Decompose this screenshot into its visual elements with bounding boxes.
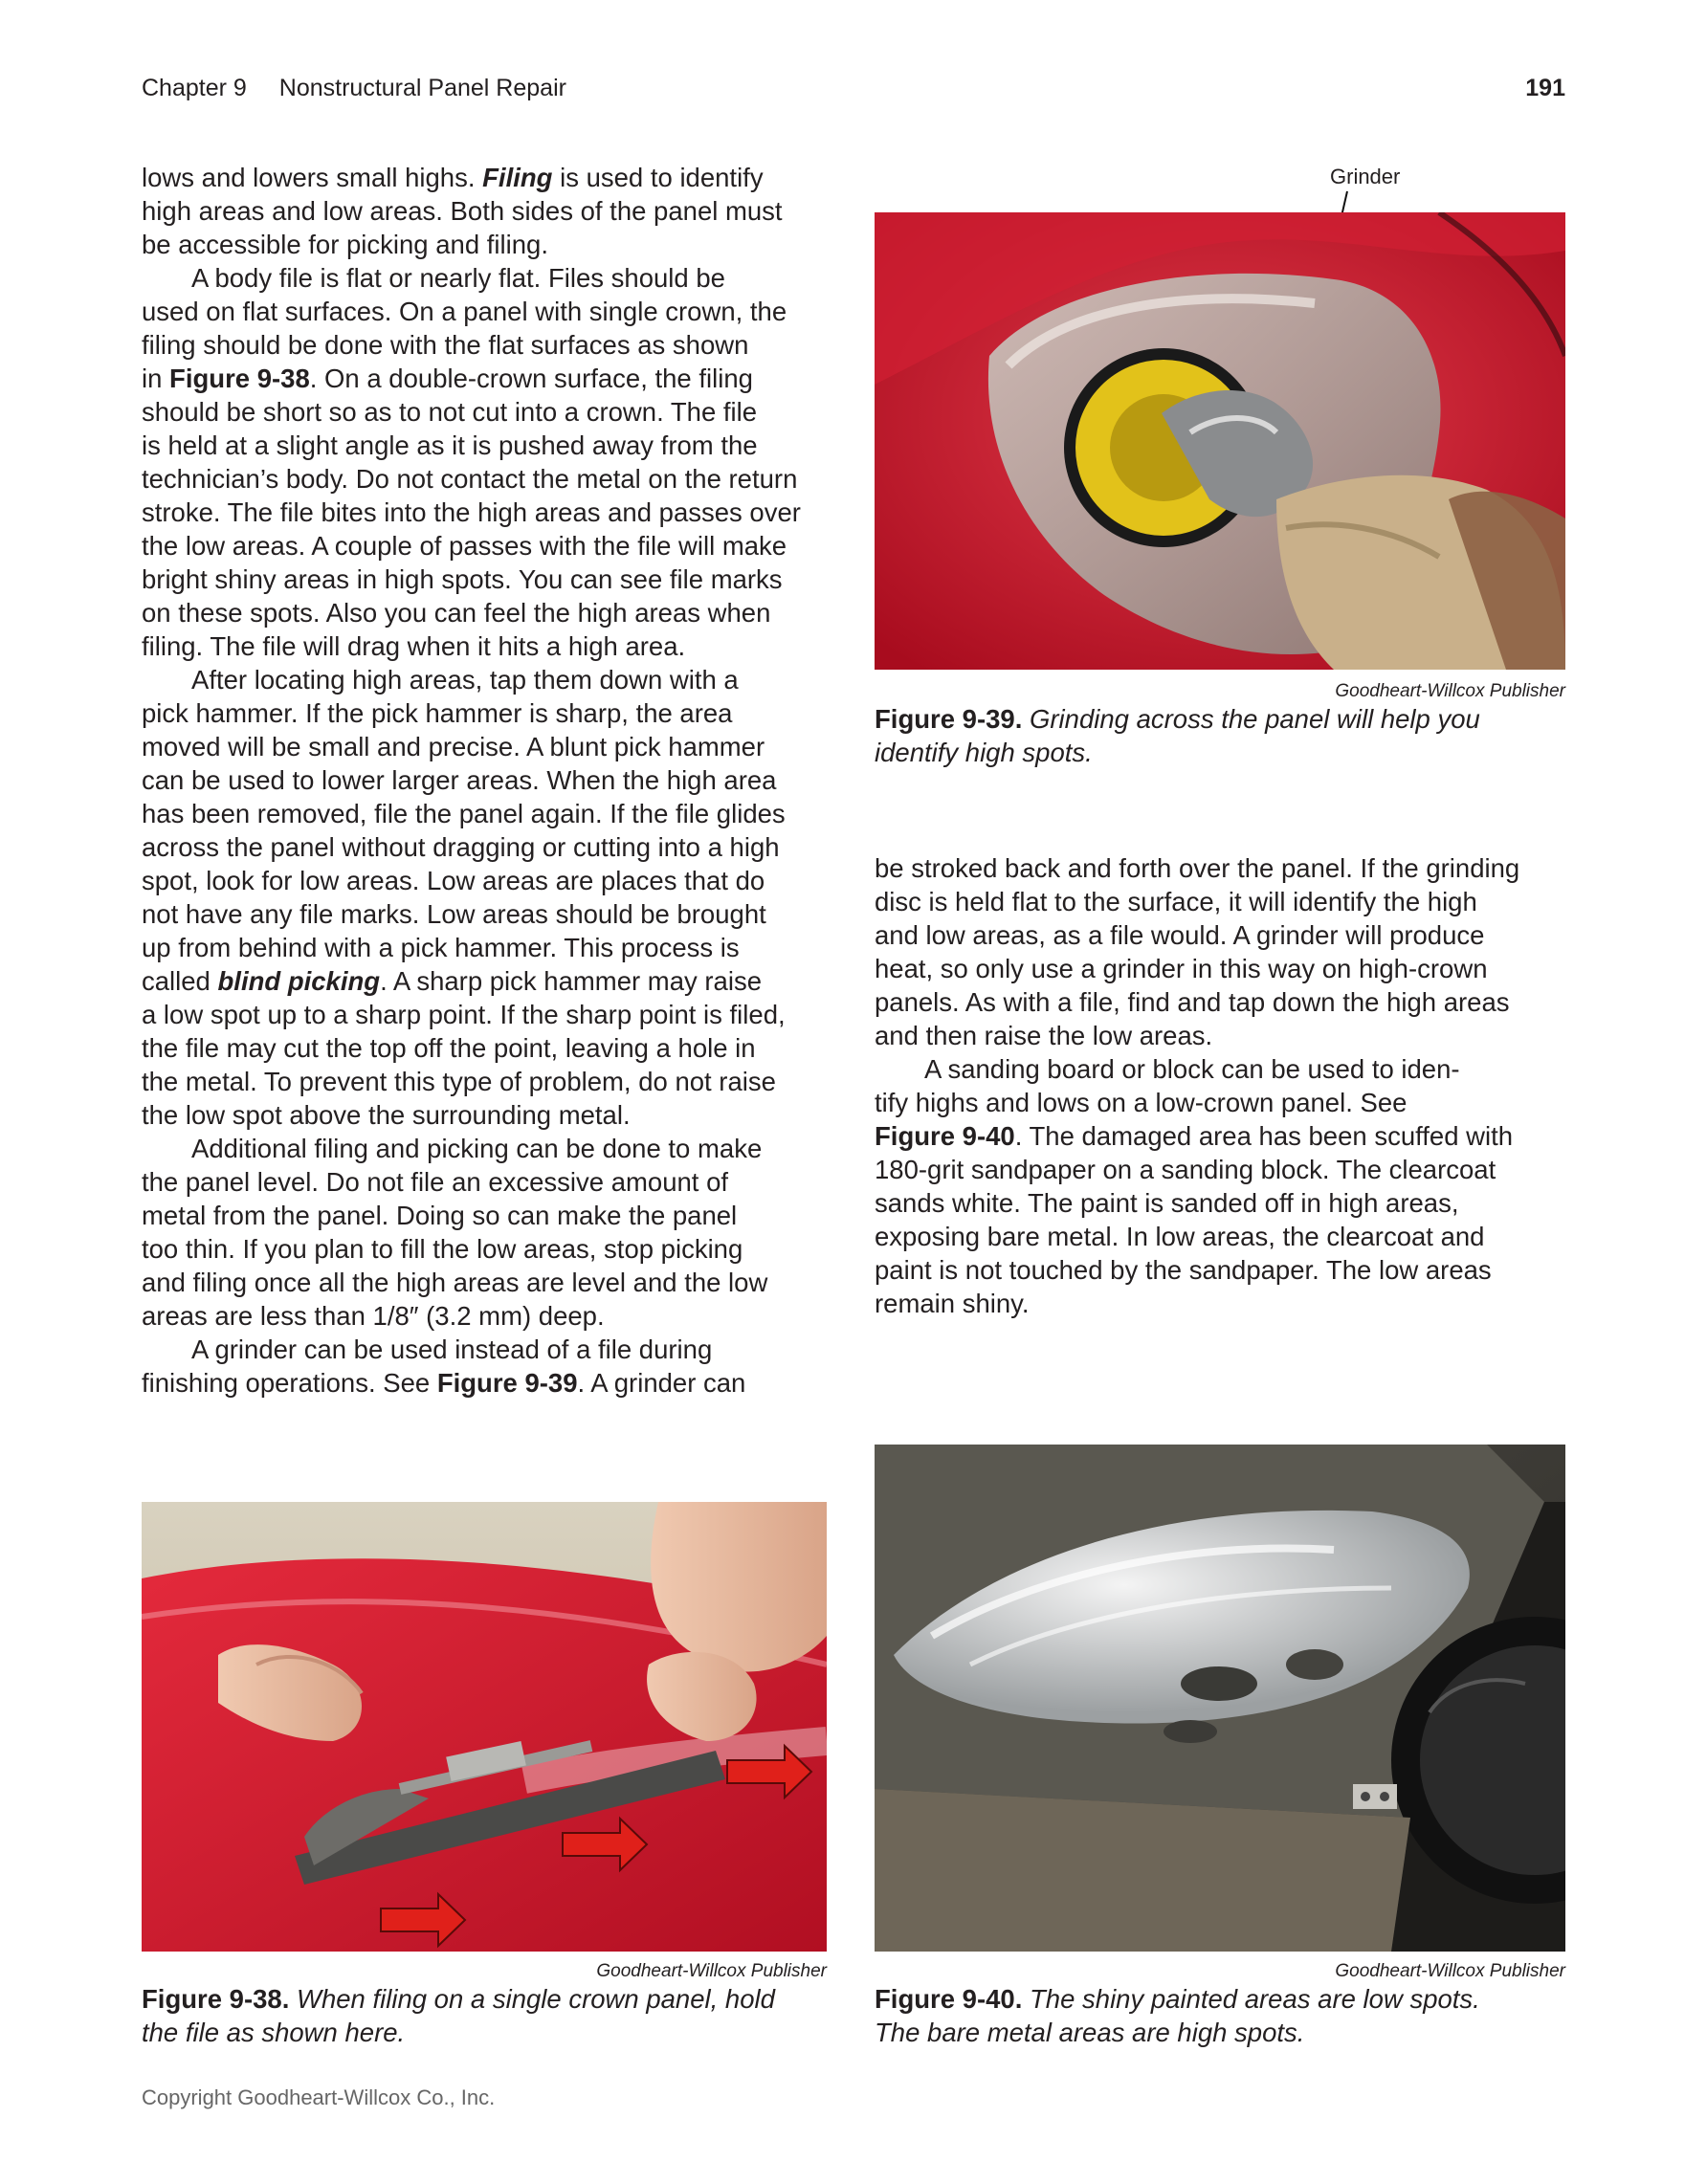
text-line: [142, 629, 831, 663]
text-line: [142, 395, 831, 429]
text-run: up from behind with a pick hammer. This process is: [142, 933, 740, 962]
text-run: metal from the panel. Doing so can make the panel: [142, 1201, 738, 1230]
figure-9-39-caption-line2: identify high spots.: [875, 738, 1093, 767]
text-line: [875, 952, 1565, 985]
text-run: be accessible for picking and filing.: [142, 230, 548, 259]
text-run: is held at a slight angle as it is pushed away from the: [142, 430, 758, 460]
text-run: high areas and low areas. Both sides of the panel must: [142, 196, 783, 226]
text-line: [875, 1019, 1565, 1052]
text-run: not have any file marks. Low areas should be brought: [142, 899, 766, 929]
text-line: [142, 362, 831, 395]
text-run: panels. As with a file, find and tap down the high areas: [875, 987, 1510, 1017]
figure-9-38-photo: [142, 1502, 827, 1952]
chapter-heading: [142, 75, 566, 102]
text-run: be stroked back and forth over the panel. If the grinding: [875, 853, 1520, 883]
page-number: 191: [1525, 75, 1565, 101]
text-line: [142, 328, 831, 362]
figure-9-40-photo: [875, 1445, 1565, 1952]
figure-9-40-caption: [875, 1982, 1565, 2049]
text-line: [142, 696, 831, 730]
copyright-footer: Copyright Goodheart-Willcox Co., Inc.: [142, 2085, 496, 2109]
grinder-on-red-panel-image: [875, 212, 1565, 670]
text-line: [142, 1031, 831, 1065]
text-line: [142, 1098, 831, 1132]
text-run: A grinder can be used instead of a file during: [191, 1335, 713, 1364]
text-run: the low spot above the surrounding metal.: [142, 1100, 631, 1130]
text-line: [142, 897, 831, 931]
text-run: heat, so only use a grinder in this way on high-crown: [875, 954, 1488, 983]
figure-reference: Figure 9-39: [436, 1368, 578, 1398]
figure-9-39-credit: Goodheart-Willcox Publisher: [1335, 681, 1565, 701]
text-line: [142, 563, 831, 596]
figure-9-40-caption-line1: The shiny painted areas are low spots.: [1030, 1984, 1480, 2014]
text-line: [142, 864, 831, 897]
text-run: A sanding board or block can be used to iden-: [924, 1054, 1460, 1084]
figure-9-40-label: Figure 9-40.: [875, 1984, 1023, 2014]
text-run: in: [142, 364, 170, 393]
text-line: [875, 885, 1565, 918]
figure-9-40-caption-line2: The bare metal areas are high spots.: [875, 2018, 1305, 2047]
key-term: Filing: [482, 163, 553, 192]
figure-9-39-caption: [875, 702, 1565, 769]
text-run: filing should be done with the flat surfaces as shown: [142, 330, 749, 360]
text-run: too thin. If you plan to fill the low areas, stop picking: [142, 1234, 743, 1264]
text-line: [875, 851, 1565, 885]
text-line: [142, 1299, 831, 1333]
text-run: stroke. The file bites into the high areas and passes over: [142, 497, 801, 527]
text-run: used on flat surfaces. On a panel with single crown, the: [142, 297, 787, 326]
text-run: across the panel without dragging or cutting into a high: [142, 832, 780, 862]
text-run: on these spots. Also you can feel the high areas when: [142, 598, 771, 628]
text-line: [142, 529, 831, 563]
text-run: has been removed, file the panel again. If the file glides: [142, 799, 786, 828]
text-run: is used to identify: [552, 163, 764, 192]
text-line: [142, 797, 831, 830]
text-line: [142, 1065, 831, 1098]
text-run: can be used to lower larger areas. When the high area: [142, 765, 777, 795]
figure-reference: Figure 9-40: [875, 1121, 1015, 1151]
text-run: remain shiny.: [875, 1289, 1030, 1318]
figure-reference: Figure 9-38: [169, 364, 310, 393]
text-line: [875, 1253, 1565, 1287]
text-run: sands white. The paint is sanded off in high areas,: [875, 1188, 1459, 1218]
text-line: [875, 918, 1565, 952]
grinder-callout-label: Grinder: [1330, 165, 1401, 188]
text-run: filing. The file will drag when it hits a high area.: [142, 631, 686, 661]
text-line: [875, 1287, 1565, 1320]
text-run: areas are less than 1/8″ (3.2 mm) deep.: [142, 1301, 605, 1331]
text-line: [875, 1153, 1565, 1186]
text-line: [142, 1333, 831, 1366]
figure-9-38-credit: Goodheart-Willcox Publisher: [596, 1961, 827, 1981]
text-run: lows and lowers small highs.: [142, 163, 483, 192]
text-run: and low areas, as a file would. A grinder will produce: [875, 920, 1485, 950]
text-line: [142, 931, 831, 964]
sanded-panel-image: [875, 1445, 1565, 1952]
figure-9-39-label: Figure 9-39.: [875, 704, 1023, 734]
text-line: [142, 763, 831, 797]
text-run: . The damaged area has been scuffed with: [1014, 1121, 1514, 1151]
text-run: bright shiny areas in high spots. You can see file marks: [142, 564, 783, 594]
text-line: [142, 663, 831, 696]
text-run: Additional filing and picking can be done to make: [191, 1134, 763, 1163]
text-run: the file may cut the top off the point, leaving a hole in: [142, 1033, 756, 1063]
text-line: [875, 1119, 1565, 1153]
text-run: the low areas. A couple of passes with the file will make: [142, 531, 787, 561]
text-run: called: [142, 966, 218, 996]
text-run: pick hammer. If the pick hammer is sharp, the area: [142, 698, 733, 728]
figure-9-38-caption: [142, 1982, 827, 2049]
text-line: [142, 261, 831, 295]
text-line: [142, 295, 831, 328]
text-run: should be short so as to not cut into a crown. The file: [142, 397, 758, 427]
figure-9-38-caption-line2: the file as shown here.: [142, 2018, 406, 2047]
text-line: [142, 1132, 831, 1165]
text-line: [142, 1266, 831, 1299]
text-line: [875, 985, 1565, 1019]
text-line: [142, 228, 831, 261]
chapter-number: Chapter 9: [142, 75, 247, 101]
text-line: [142, 1232, 831, 1266]
text-line: [142, 1199, 831, 1232]
text-run: A body file is flat or nearly flat. Files should be: [191, 263, 725, 293]
text-line: [875, 1220, 1565, 1253]
text-line: [142, 596, 831, 629]
text-run: tify highs and lows on a low-crown panel. See: [875, 1088, 1408, 1117]
figure-9-39-caption-line1: Grinding across the panel will help you: [1030, 704, 1480, 734]
text-run: 180-grit sandpaper on a sanding block. The clearcoat: [875, 1155, 1496, 1184]
text-run: spot, look for low areas. Low areas are places that do: [142, 866, 765, 895]
text-line: [142, 830, 831, 864]
text-run: and then raise the low areas.: [875, 1021, 1213, 1050]
figure-9-38-label: Figure 9-38.: [142, 1984, 290, 2014]
figure-9-38-caption-line1: When filing on a single crown panel, hold: [297, 1984, 775, 2014]
text-run: . On a double-crown surface, the filing: [309, 364, 753, 393]
text-line: [142, 429, 831, 462]
text-run: . A grinder can: [577, 1368, 746, 1398]
text-run: a low spot up to a sharp point. If the sharp point is filed,: [142, 1000, 786, 1029]
text-line: [142, 730, 831, 763]
text-line: [142, 1366, 831, 1400]
text-line: [142, 1165, 831, 1199]
text-run: technician’s body. Do not contact the metal on the return: [142, 464, 798, 494]
text-run: disc is held flat to the surface, it will identify the high: [875, 887, 1477, 916]
text-run: paint is not touched by the sandpaper. The low areas: [875, 1255, 1492, 1285]
chapter-title: Nonstructural Panel Repair: [278, 75, 566, 101]
text-line: [875, 1186, 1565, 1220]
text-run: moved will be small and precise. A blunt pick hammer: [142, 732, 765, 761]
body-text-left-column: [142, 161, 831, 1400]
text-line: [875, 1052, 1565, 1086]
figure-9-40-credit: Goodheart-Willcox Publisher: [1335, 1961, 1565, 1981]
text-run: the panel level. Do not file an excessive amount of: [142, 1167, 729, 1197]
text-run: finishing operations. See: [142, 1368, 437, 1398]
text-line: [875, 1086, 1565, 1119]
text-run: After locating high areas, tap them down with a: [191, 665, 739, 695]
text-line: [142, 496, 831, 529]
text-run: and filing once all the high areas are level and the low: [142, 1268, 768, 1297]
text-line: [142, 161, 831, 194]
figure-9-39-photo: [875, 212, 1565, 670]
text-line: [142, 194, 831, 228]
text-line: [142, 462, 831, 496]
text-run: the metal. To prevent this type of problem, do not raise: [142, 1067, 776, 1096]
body-text-right-column: [875, 851, 1565, 1320]
text-run: . A sharp pick hammer may raise: [380, 966, 762, 996]
text-line: [142, 998, 831, 1031]
text-line: [142, 964, 831, 998]
key-term: blind picking: [217, 966, 381, 996]
text-run: exposing bare metal. In low areas, the clearcoat and: [875, 1222, 1485, 1251]
filing-red-panel-image: [142, 1502, 827, 1952]
